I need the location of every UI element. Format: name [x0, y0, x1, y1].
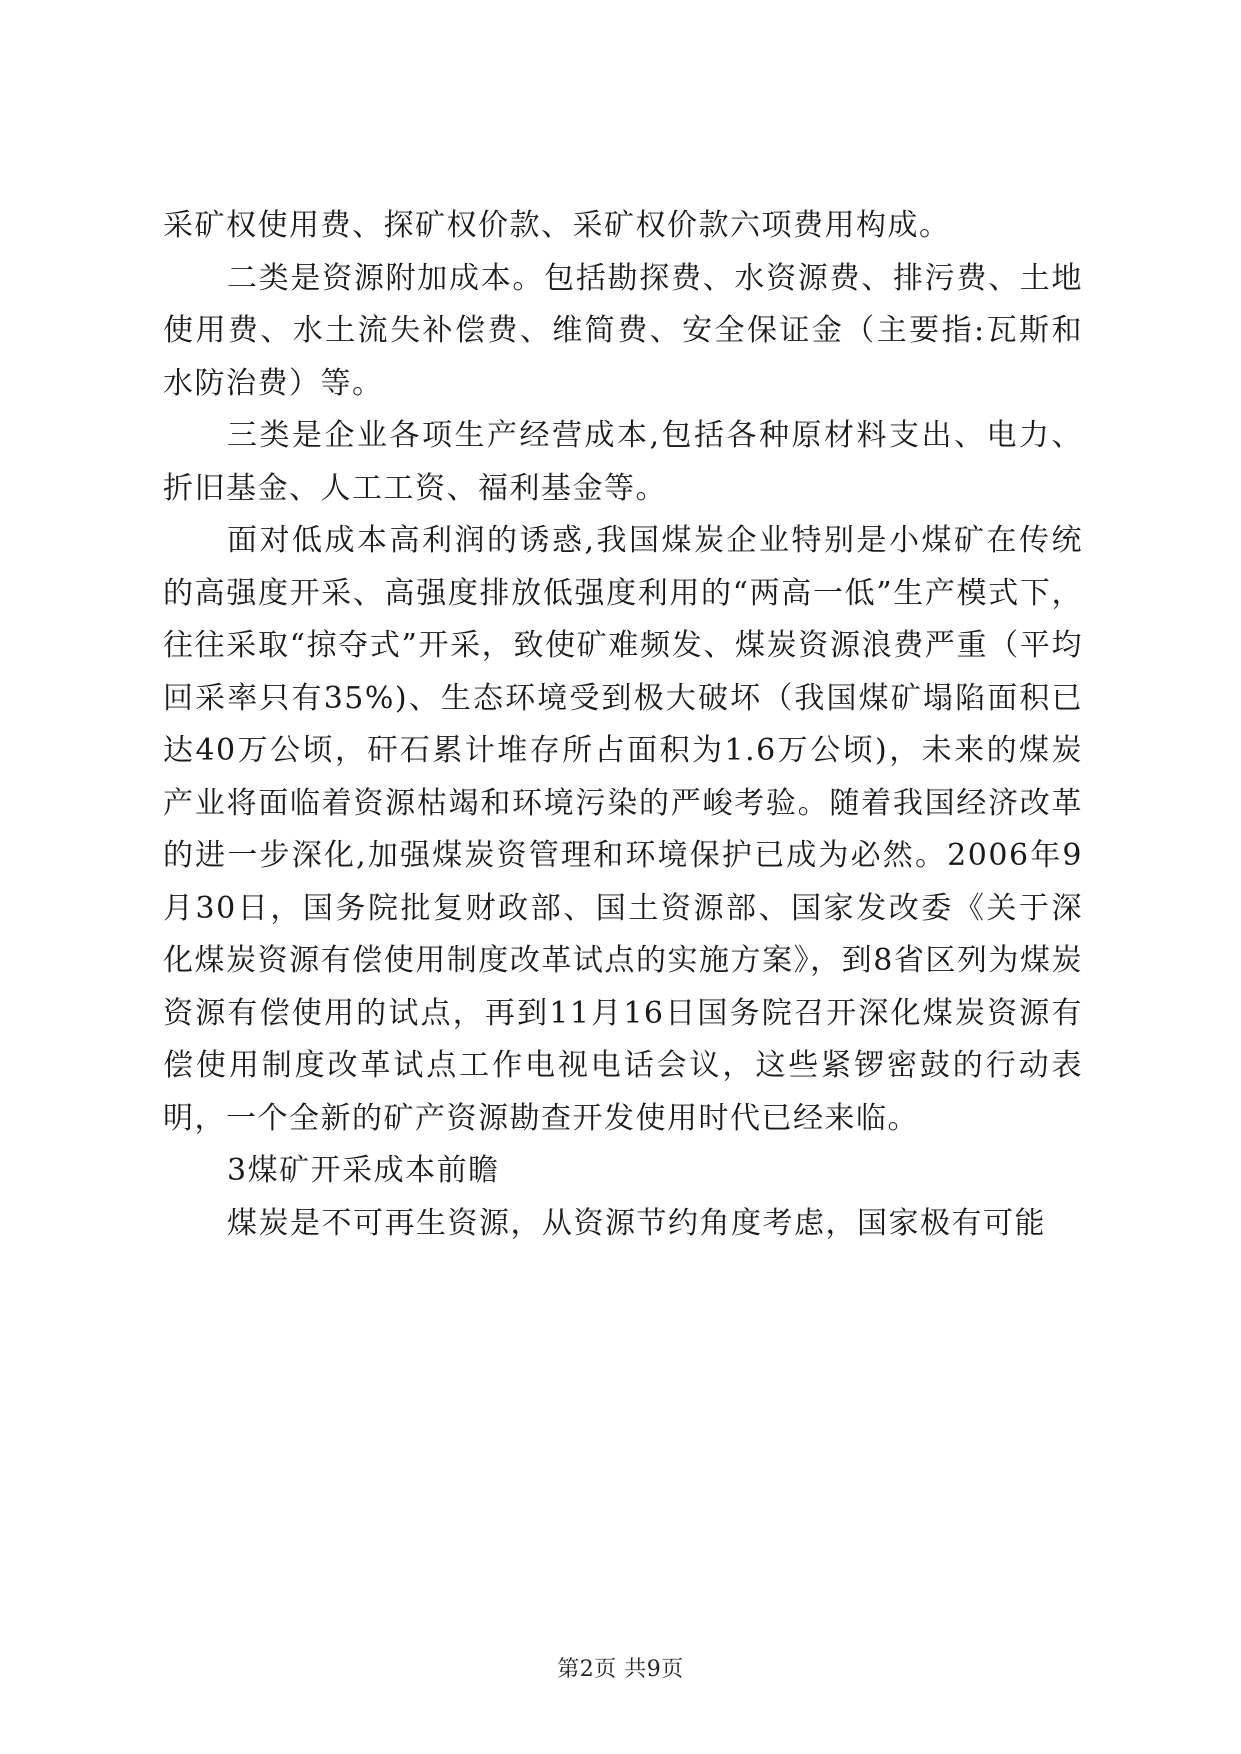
section-heading: 3煤矿开采成本前瞻: [227, 1153, 500, 1188]
paragraph-3: 三类是企业各项生产经营成本,包括各种原材料支出、电力、折旧基金、人工工资、福利基金等。: [163, 418, 1083, 506]
paragraph-4: 面对低成本高利润的诱惑,我国煤炭企业特别是小煤矿在传统的高强度开采、高强度排放低强度利用的“两高一低”生产模式下，往往采取“掠夺式”开采，致使矿难频发、煤炭资源浪费严重（平均回采率只有35%)、生态环境受到极大破坏（我国煤矿塌陷面积已达40万公顷，矸石累计堆存所占面积为1.6万公顷)，未来的煤炭产业将面临着资源枯竭和环境污染的严峻考验。随着我国经济改革的进一步深化,加强煤炭资管理和环境保护已成为必然。2006年9月30日，国务院批复财政部、国土资源部、国家发改委《关于深化煤炭资源有偿使用制度改革试点的实施方案》，到8省区列为煤炭资源有偿使用的试点，再到11月16日国务院召开深化煤炭资源有偿使用制度改革试点工作电视电话会议，这些紧锣密鼓的行动表明，一个全新的矿产资源勘查开发使用时代已经来临。: [163, 523, 1083, 1136]
document-body: [163, 200, 1083, 1250]
page-footer: 第2页 共9页: [557, 1657, 684, 1682]
paragraph-5: 煤炭是不可再生资源，从资源节约角度考虑，国家极有可能: [227, 1205, 1046, 1241]
paragraph-1: 采矿权使用费、探矿权价款、采矿权价款六项费用构成。: [163, 208, 951, 243]
paragraph-2: 二类是资源附加成本。包括勘探费、水资源费、排污费、土地使用费、水土流失补偿费、维简费、安全保证金（主要指:瓦斯和水防治费）等。: [163, 260, 1083, 401]
